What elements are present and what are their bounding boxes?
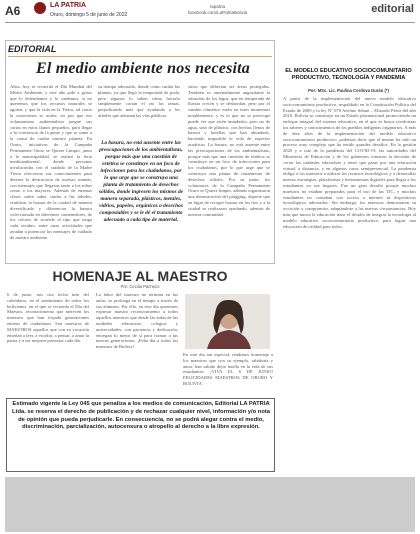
publication-name: LA PATRIA <box>50 2 87 9</box>
opinion-body: A partir de la implementación del nuevo modelo educativo sociocomunitario productivo, respaldado en la Constitución Política del Estado de 2009 y la ley N° 070 Avelino Siñani – Elizardo Pérez del año 2010, Bolivia se constituye en un Estado plurinacional promoviendo un enfoque integral del sistema educativo, en el que se busca revalorizar los saberes y conocimientos de los pueblos indígenas originarios. A más de diez años de la implementación del modelo educativo sociocomunitario productivo, podemos decir que el mismo ha sido un proceso muy complejo que ha tenido grandes desafíos. En la gestión 2020 y a raíz de la pandemia del COVID-19, las autoridades del Ministerio de Educación y de los gobiernos tomaron la decisión de cerrar las unidades educativas y tener que pasar por una educación virtual, a distancia, y en algunos casos semipresencial. La pandemia obligó a los maestros a utilizar los recursos tecnológicos y a desarrollar nuevas estrategias, plataformas y herramientas digitales para llegar a los estudiantes en sus hogares. Fue un gran desafío porque muchos maestros no estaban preparados para el uso de las TIC, y muchos estudiantes no contaban con acceso a internet ni dispositivos tecnológicos adecuados. Sin embargo, los maestros demostraron su vocación y compromiso, adaptándose a las nuevas circunstancias. Hoy más que nunca la educación tiene el desafío de integrar la tecnología al modelo educativo sociocomunitario productivo, para lograr una educación de calidad para todos. <box>283 96 416 229</box>
advertisement-area <box>5 477 415 532</box>
author-photo <box>185 294 270 349</box>
tribute-title: HOMENAJE AL MAESTRO <box>52 268 228 284</box>
editorial-column-1: Años, hoy se recuerda el Día Mundial del Medio Ambiente, y este año pide a gritos que lo defendamos y lo cuidemos, si no queremos que los recursos naturales se agoten, y que la vida en la Tierra, tal como la conocemos se acabe, en pos que ese voluntarismo ambientalista juegue sus cartas en estos llanos pequeños, para llegar a la conciencia de la gente y que se sume a la causa de cuidar nuestro planeta. En Oruro, iniciativas de la Campaña Permanente Oruro se Quiere Limpio, junto a la municipalidad, se realizó la feria medioambiental, donde personas involucradas con el cuidado de la Madre Tierra ofrecieron sus conocimientos para detener la destrucción de nuestro mundo, con mensajes que llegaron tanto a los niños como a los mayores. Además de ensenar clases sobre saber cuidar a las árboles, reutilizar la basura de la ciudad de manera diversificada y diferenciar la basura coleccionada en diferentes contenedores, de los colores de acuerdo al tipo que tenga cada residuo, entre otras actividades que ayudan a potenciar los mensajes de cuidado de nuestro ambiente. <box>10 84 92 240</box>
newspaper-logo <box>34 2 46 14</box>
editorial-column-2: su tiempo adecuado, donde cómo cuidar las plantas, ya que llegó la temporada de poda, pero algunos lo saben cómo hacerlo simplemente cortan el ras las ramas, perjudicando más que ayudando a los árboles que adornan las vías públicas. <box>98 84 180 118</box>
header-divider <box>5 22 415 23</box>
social-link-2[interactable]: facebook.com/LaPatriaBolivia <box>188 10 248 15</box>
editorial-label: EDITORIAL <box>8 44 57 54</box>
editorial-pullquote: La basura, no está ausente entre las preocupaciones de los ambientalistas, porque más que una cuestión de estética se constituye en un foco de infecciones para los ciudadanos, por lo que urge que se construya una planta de tratamiento de desechos sólidos, donde ingresen los mismos de manera separada, plásticos, metales, vidrios, papeles, orgánicos o desechos compostables y se le dé el tratamiento adecuado a cada tipo de material. <box>98 140 184 223</box>
editorial-column-3: sitios que deberían ser áreas protegidas. También es anormalmente angustiante la situación de los lagos, que en temporada de lluvias crecen y se desbordan, pero por el cambio climático están en estos momentos notablemente, y es lo que no se preocupe puede ver que estén inundados, pero no de agua, sino de plástico, con hechos llenos de basura y botellas que han abundado, haciendo imposible la vida de especies acuáticas. La basura, no está ausente entre las preocupaciones de los ambientalistas, porque más que una cuestión de estética se constituye en un foco de infecciones para los ciudadanos, por lo que urge que se construya una planta de tratamiento de desechos sólidos. Por su parte, los voluntarios de la Campaña Permanente Oruro se Quiere limpio, además organizaron una demostración del plogging, deporte que en lugar de recoger basura en los ríos y a la ciudad se realizaron ayudando, además de nuestra comunidad. <box>188 84 270 217</box>
legal-notice-text: Estimado vigente la Ley 045 que penaliza a los medios de comunicación, Editorial LA PATRIA Ltda. se reserva el derecho de publicación y de rechazar cualquier nivel, información y/o nota de opinión que pueda perjudicarle. En consecuencia, no se podrá alegar contra el medio, discriminación, parcialización, autocensura o atropello al derecho a la libre expresión. <box>11 401 271 431</box>
tribute-column-1: 6 de junio, nos cita fecha más del calendario, en el sentimiento de todos los bolivianos, en el que se recuerda el Día del Maestro, reconocimiento que merecen los maestros que han forjado generaciones enteras de ciudadanos. Son maestros de MAESTROS aquellos que con su vocación enseñan a leer, a escribir, a pensar, a amar la patria y a ser mejores personas cada día. <box>7 292 89 344</box>
social-links[interactable] <box>188 4 247 16</box>
tribute-column-2: La labor del maestro no termina en las aulas, se prolonga en el tiempo a través de sus alumnos. Por ello, en este día queremos expresar nuestro reconocimiento a todos aquellos maestros que desde las aulas de las unidades educativas, colegios y universidades, con paciencia y dedicación, entregan lo mejor de sí para formar a las nuevas generaciones. ¡Feliz día a todos los maestros de Bolivia! <box>96 292 178 350</box>
tribute-column-3: En este día tan especial, rendimos homenaje a los maestros que con su ejemplo, sabiduría y amor, han sabido dejar huella en la vida de sus estudiantes. ¡VIVA EL 6 DE JUNIO! FELICIDADES MAESTROS DE ORURO Y BOLIVIA <box>183 352 273 386</box>
opinion-title: EL MODELO EDUCATIVO SOCIOCOMUNITARIO PRODUCTIVO, TECNOLOGÍA Y PANDEMIA <box>285 68 412 81</box>
section-name: editorial <box>371 3 414 15</box>
editorial-title: El medio ambiente nos necesita <box>36 60 250 77</box>
issue-date: Oruro, domingo 5 de junio de 2022 <box>50 12 128 18</box>
opinion-author: Por: MSc. Lic. Paulina Cordova Durán (*) <box>308 88 389 93</box>
editorial-divider <box>8 56 272 57</box>
person-photo-icon <box>185 294 270 349</box>
social-link-1[interactable]: lapatria <box>210 4 226 9</box>
page-number: A6 <box>5 4 21 18</box>
tribute-author: Por: Cecilia Pacheco <box>120 284 160 289</box>
